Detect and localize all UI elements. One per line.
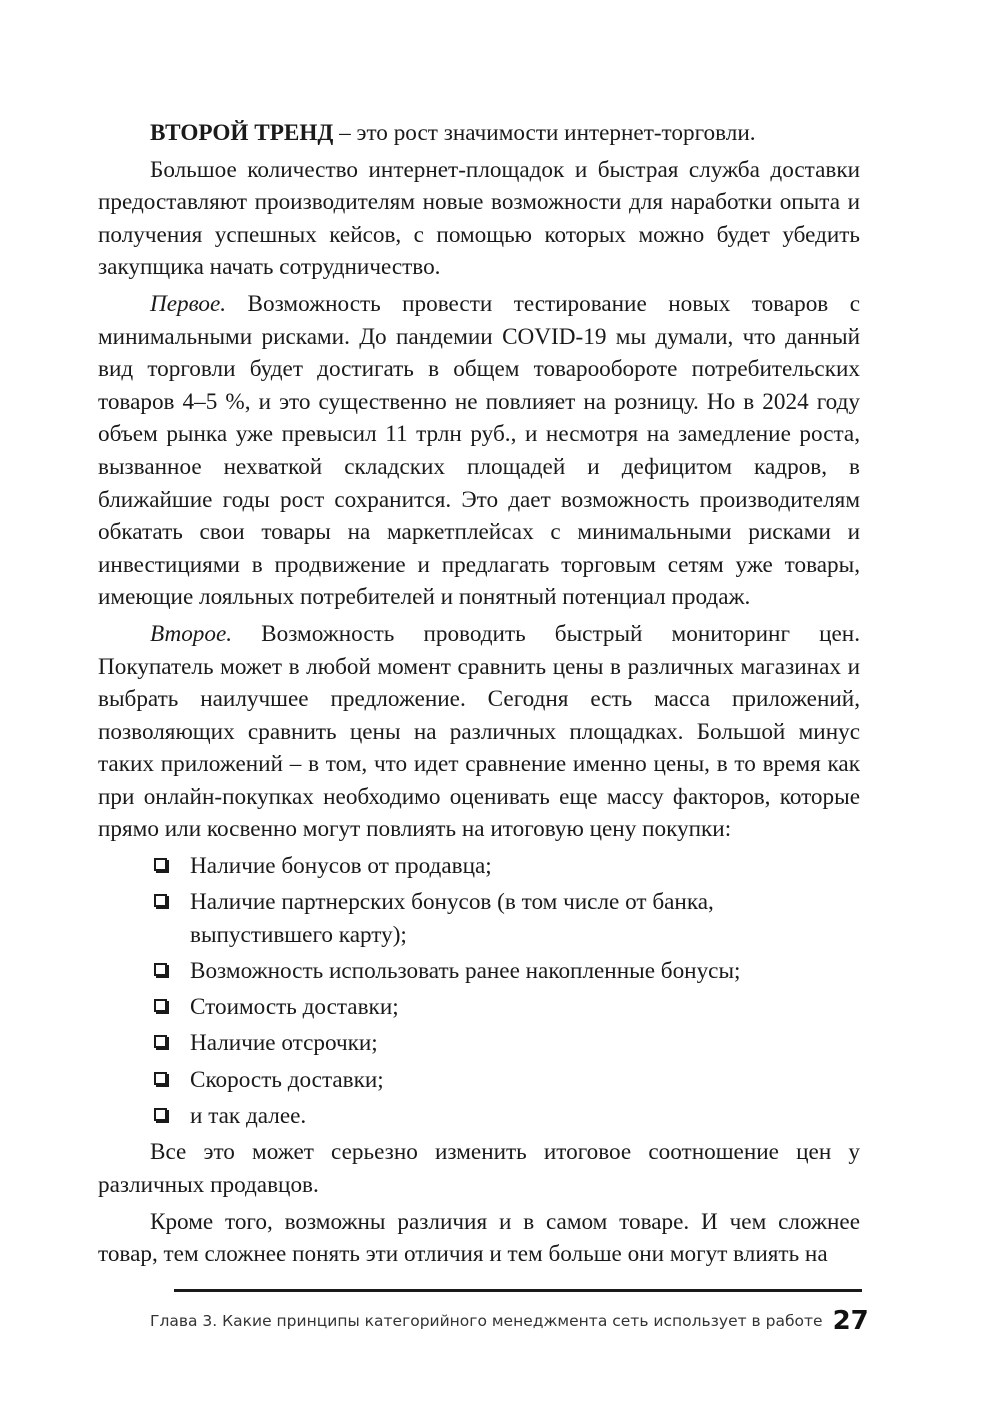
list-item	[98, 991, 860, 1024]
list-item-text: Возможность использовать ранее накопленные бонусы;	[190, 958, 741, 985]
checkbox-bullet-icon	[154, 894, 167, 907]
factor-list	[98, 850, 860, 1132]
page-footer	[150, 1306, 869, 1336]
list-item	[98, 955, 860, 988]
checkbox-bullet-icon	[154, 1035, 167, 1048]
page-number: 27	[832, 1306, 869, 1336]
page-body	[98, 117, 860, 1275]
list-item-text: Стоимость доставки;	[190, 994, 399, 1021]
intro-paragraph: Большое количество интернет-площадок и быстрая служба доставки предоставляют производителям новые возможности для наработки опыта и получения успешных кейсов, с помощью которых можно будет убедить закупщика начать сотрудничество.	[98, 156, 860, 281]
second-label: Второе.	[150, 620, 233, 647]
list-item-text: Наличие отсрочки;	[190, 1030, 378, 1057]
checkbox-bullet-icon	[154, 858, 167, 871]
second-text: Возможность проводить быстрый мониторинг цен. Покупатель может в любой момент сравнить цены в различных магазинах и выбрать наилучшее предложение. Сегодня есть масса приложений, позволяющих сравнить цены на различных площадках. Большой минус таких приложений – в том, что идет сравнение именно цены, в то время как при онлайн-покупках необходимо оценивать еще массу факторов, которые прямо или косвенно могут повлиять на итоговую цену покупки:	[98, 620, 860, 843]
list-item-text: Скорость доставки;	[190, 1066, 384, 1093]
checkbox-bullet-icon	[154, 999, 167, 1012]
checkbox-bullet-icon	[154, 1072, 167, 1085]
trend-paragraph	[98, 117, 860, 150]
first-text: Возможность провести тестирование новых товаров с минимальными рисками. До пандемии COVID-19 мы думали, что данный вид торговли будет достигать в общем товарообороте потребительских товаров 4–5 %, и это существенно не повлияет на розницу. Но в 2024 году объем рынка уже превысил 11 трлн руб., и несмотря на замедление роста, вызванное нехваткой складских площадей и дефицитом кадров, в ближайшие годы рост сохранится. Это дает возможность производителям обкатать свои товары на маркетплейсах с минимальными рисками и инвестициями в продвижение и предлагать торговым сетям уже товары, имеющие лояльных потребителей и понятный потенциал продаж.	[98, 290, 860, 611]
list-item	[98, 850, 860, 883]
trend-text: – это рост значимости интернет-торговли.	[333, 120, 756, 146]
list-item	[98, 1100, 860, 1133]
first-paragraph	[98, 288, 860, 614]
first-label: Первое.	[150, 290, 227, 317]
list-item-text: Наличие бонусов от продавца;	[190, 853, 492, 880]
chapter-title: Глава 3. Какие принципы категорийного менеджмента сеть использует в работе	[150, 1312, 823, 1330]
second-paragraph	[98, 618, 860, 846]
checkbox-bullet-icon	[154, 1108, 167, 1121]
footer-divider	[174, 1289, 862, 1292]
list-item	[98, 1064, 860, 1097]
checkbox-bullet-icon	[154, 963, 167, 976]
closing-paragraph: Кроме того, возможны различия и в самом товаре. И чем сложнее товар, тем сложнее понять эти отличия и тем больше они могут влиять на	[98, 1208, 860, 1268]
list-item-text: и так далее.	[190, 1102, 307, 1129]
list-item-text: Наличие партнерских бонусов (в том числе от банка, выпустившего карту);	[190, 889, 714, 948]
list-item	[98, 886, 860, 951]
conclusion-paragraph: Все это может серьезно изменить итоговое соотношение цен у различных продавцов.	[98, 1139, 860, 1198]
list-item	[98, 1027, 860, 1060]
trend-label: ВТОРОЙ ТРЕНД	[150, 120, 334, 146]
